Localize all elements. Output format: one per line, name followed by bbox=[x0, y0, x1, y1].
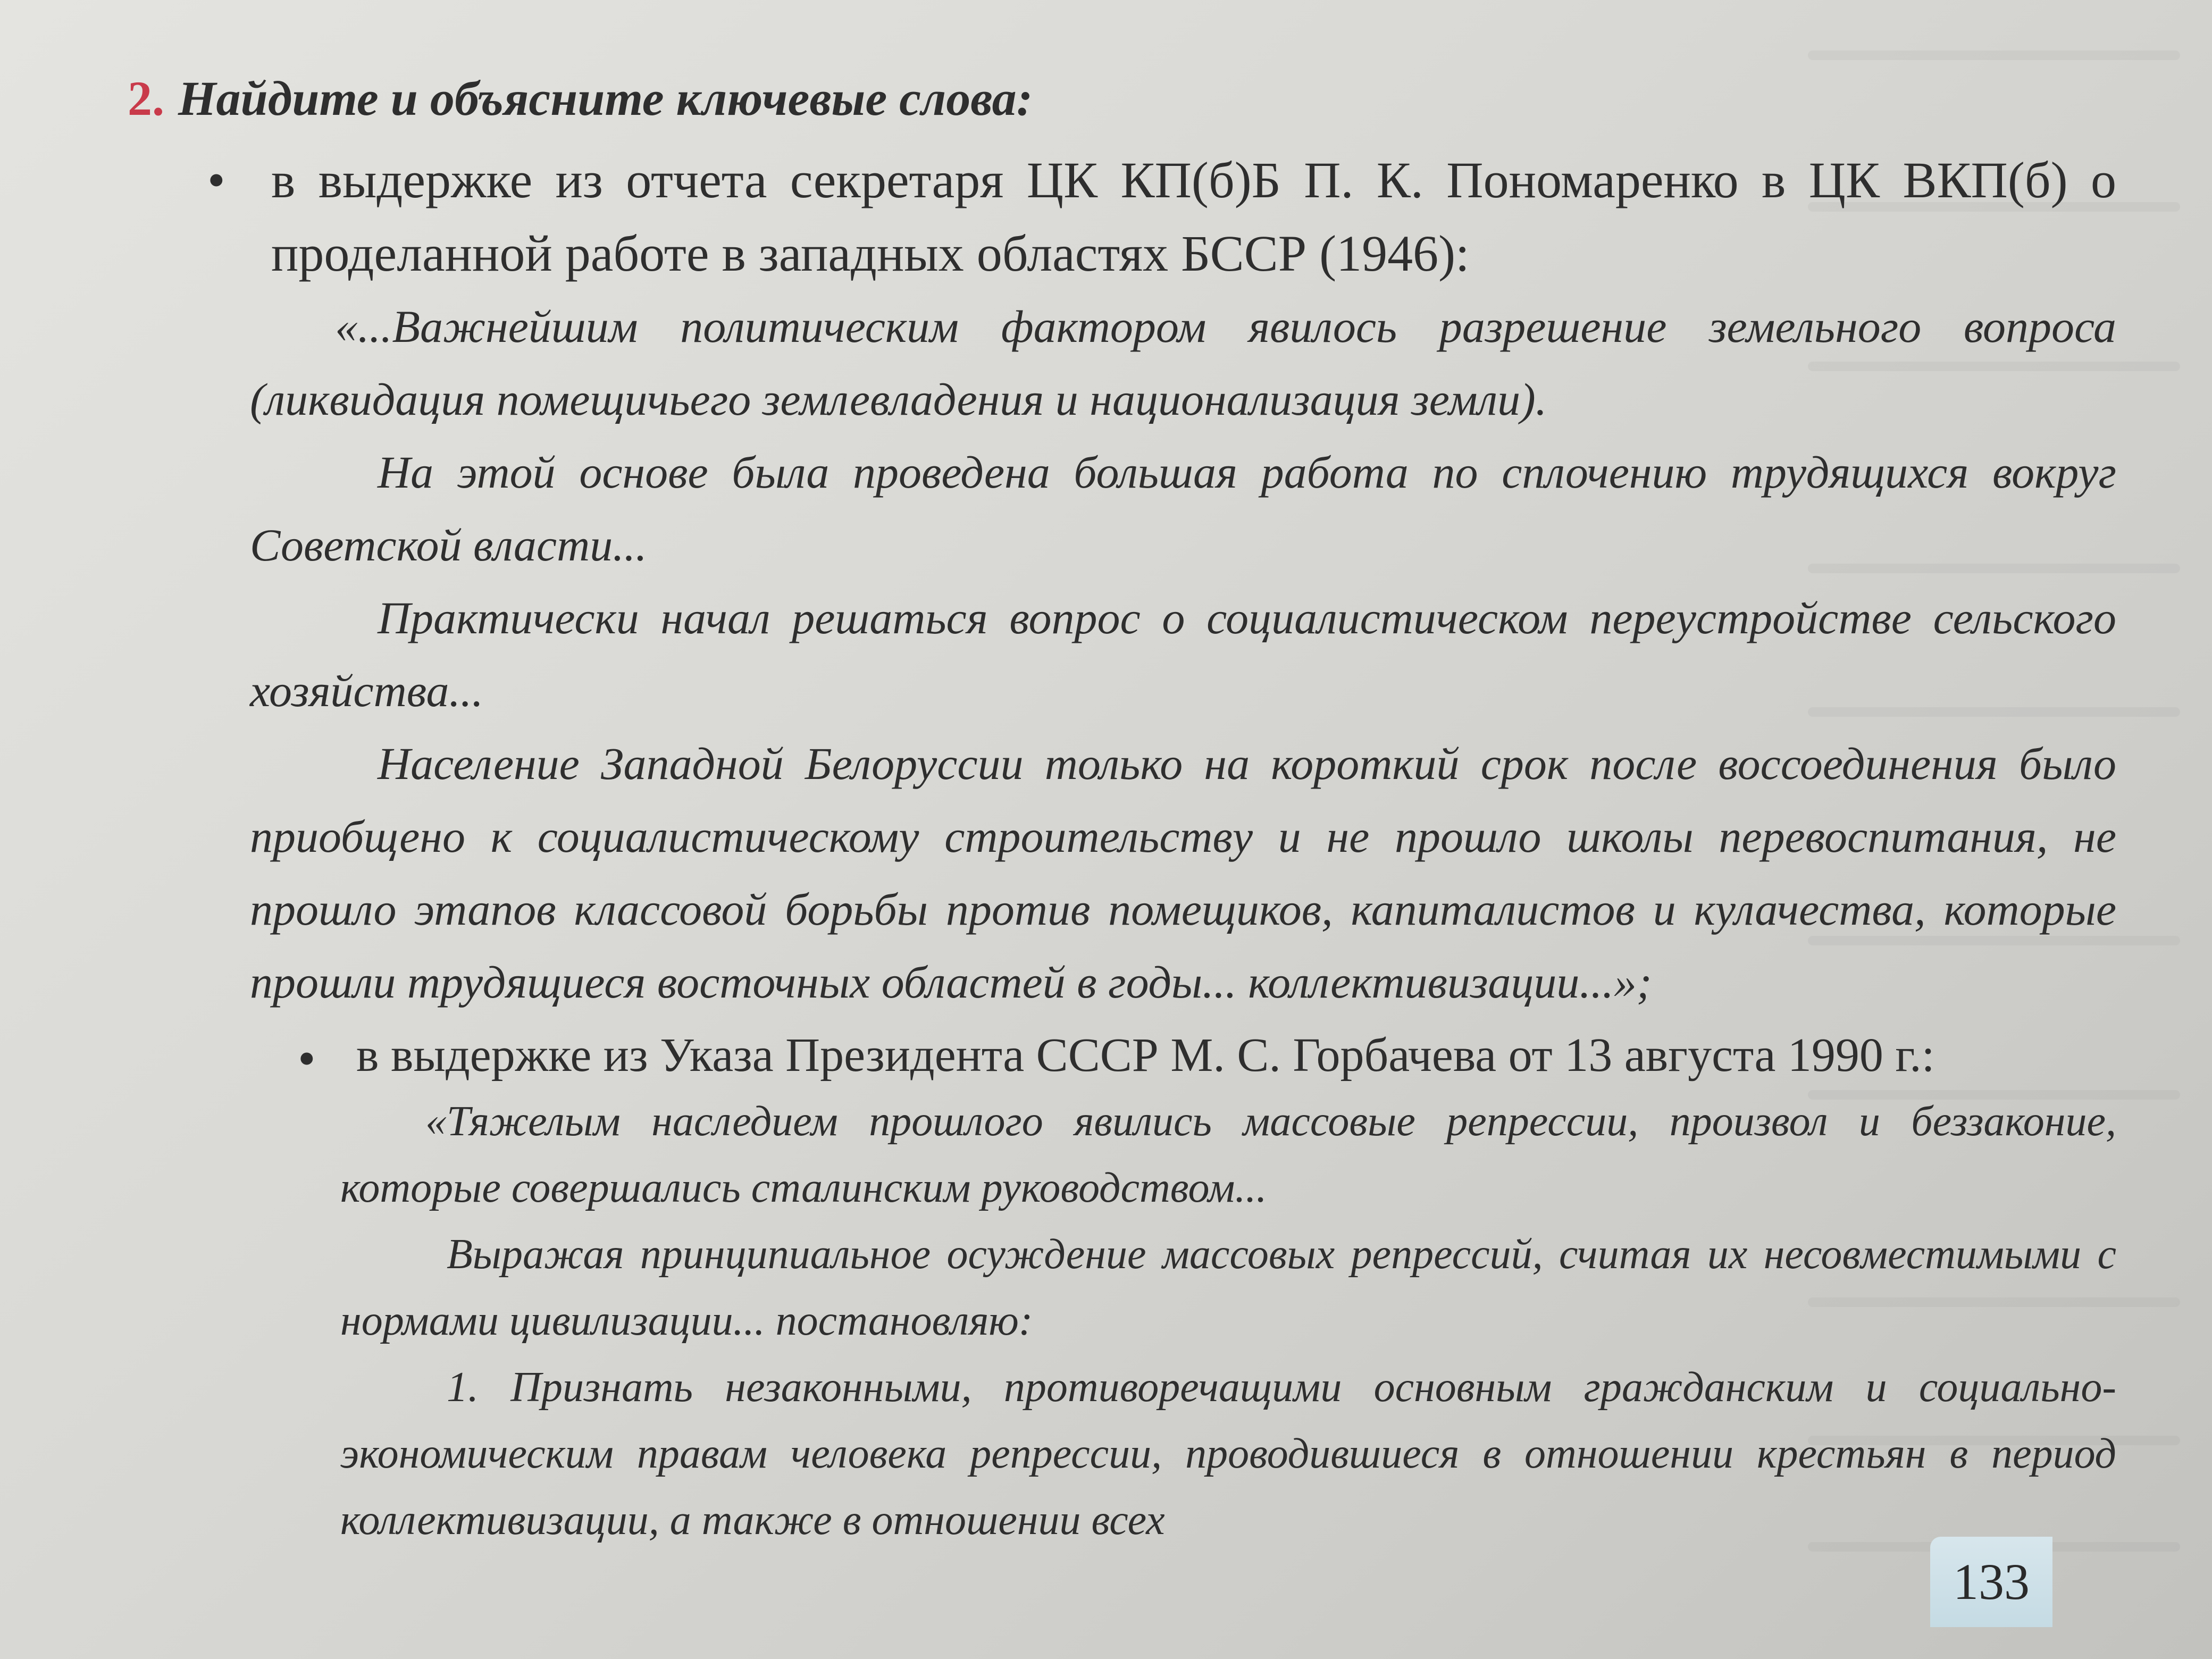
bullet-item bbox=[128, 1022, 2116, 1088]
bleed-through-line bbox=[1808, 51, 2180, 60]
quote-paragraph: Практически начал решаться вопрос о социалистическом переустройстве сельского хозяйства... bbox=[250, 592, 2116, 716]
excerpt-quote bbox=[128, 1088, 2116, 1554]
page-number: 133 bbox=[1930, 1537, 2052, 1627]
quote-paragraph: 1. Признать незаконными, противоречащими основным гражданским и социально-экономическим правам человека репрессии, проводившиеся в отношении крестьян в период коллективизации, а также в отношении всех bbox=[340, 1364, 2116, 1544]
quote-paragraph: «Тяжелым наследием прошлого явились массовые репрессии, произвол и беззаконие, которые совершались сталинским руководством... bbox=[340, 1098, 2116, 1211]
excerpt-gorbachev-decree bbox=[128, 1022, 2116, 1554]
task-number: 2. bbox=[128, 71, 164, 125]
bullet-item bbox=[128, 144, 2116, 290]
quote-paragraph: Население Западной Белоруссии только на короткий срок после воссоединения было приобщено к социалистическому строительству и не прошло школы перевоспитания, не прошло этапов классовой борьбы против помещиков, капиталистов и кулачества, которые прошли трудящиеся восточных областей в годы... коллективизации...»; bbox=[250, 738, 2116, 1008]
excerpt-lead: в выдержке из Указа Президента СССР М. С. Горбачева от 13 августа 1990 г.: bbox=[356, 1029, 1935, 1082]
task-heading bbox=[128, 64, 2116, 133]
quote-paragraph: «...Важнейшим политическим фактором явилось разрешение земельного вопроса (ликвидация помещичьего землевладения и национализация земли). bbox=[250, 301, 2116, 425]
task-title: Найдите и объясните ключевые слова: bbox=[178, 71, 1033, 125]
excerpt-quote bbox=[128, 290, 2116, 1019]
excerpt-lead: в выдержке из отчета секретаря ЦК КП(б)Б П. К. Пономаренко в ЦК ВКП(б) о проделанной работе в западных областях БССР (1946): bbox=[271, 152, 2116, 282]
quote-paragraph: Выражая принципиальное осуждение массовых репрессий, считая их несовместимыми с нормами цивилизации... постановляю: bbox=[340, 1231, 2116, 1344]
excerpt-ponomarenko bbox=[128, 144, 2116, 1019]
quote-paragraph: На этой основе была проведена большая работа по сплочению трудящихся вокруг Советской власти... bbox=[250, 447, 2116, 571]
bullet-marker: • bbox=[207, 152, 225, 208]
bullet-marker: • bbox=[298, 1030, 316, 1087]
page-content bbox=[128, 64, 2116, 1554]
